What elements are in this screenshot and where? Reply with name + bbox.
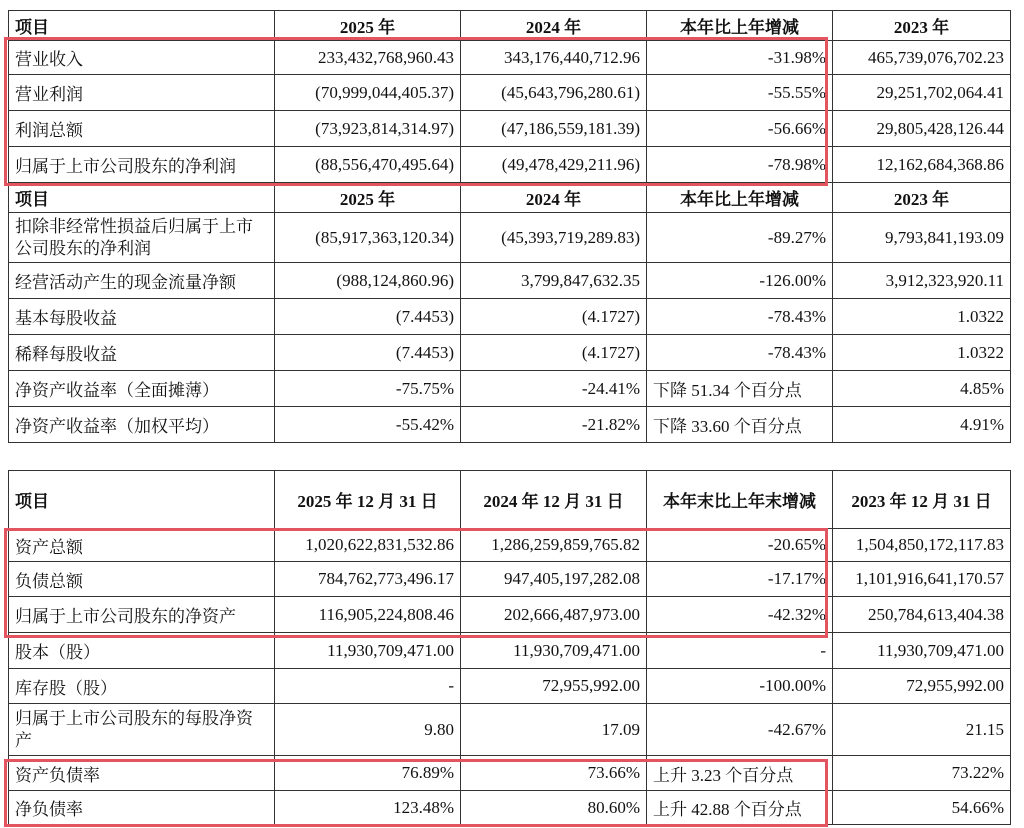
cell-2023: 29,805,428,126.44 — [833, 111, 1011, 147]
cell-2024: 11,930,709,471.00 — [461, 633, 647, 669]
table-row — [9, 562, 1011, 597]
header-2024: 2024 年 — [461, 183, 647, 213]
cell-2024: 17.09 — [461, 704, 647, 756]
header-2023: 2023 年 — [833, 183, 1011, 213]
cell-change: -55.55% — [647, 75, 833, 111]
cell-change: -56.66% — [647, 111, 833, 147]
cell-change: 上升 3.23 个百分点 — [647, 756, 833, 791]
cell-2023: 4.85% — [833, 371, 1011, 407]
cell-2023: 29,251,702,064.41 — [833, 75, 1011, 111]
cell-change: -78.43% — [647, 335, 833, 371]
table-row — [9, 299, 1011, 335]
cell-2025: 11,930,709,471.00 — [275, 633, 461, 669]
cell-2025: 123.48% — [275, 791, 461, 825]
header-item: 项目 — [9, 471, 275, 529]
cell-2024: (49,478,429,211.96) — [461, 147, 647, 183]
cell-2025: -55.42% — [275, 407, 461, 443]
header-2023: 2023 年 — [833, 11, 1011, 41]
row-label: 营业收入 — [9, 41, 275, 75]
cell-2025: (88,556,470,495.64) — [275, 147, 461, 183]
cell-2023: 73.22% — [833, 756, 1011, 791]
row-label: 资产负债率 — [9, 756, 275, 791]
table-header-row — [9, 183, 1011, 213]
table-row — [9, 633, 1011, 669]
balance-sheet-table — [8, 470, 1011, 825]
row-label: 库存股（股） — [9, 669, 275, 704]
header-2025-12-31: 2025 年 12 月 31 日 — [275, 471, 461, 529]
cell-2025: (73,923,814,314.97) — [275, 111, 461, 147]
cell-2023: 72,955,992.00 — [833, 669, 1011, 704]
cell-2023: 21.15 — [833, 704, 1011, 756]
cell-2023: 4.91% — [833, 407, 1011, 443]
cell-2023: 3,912,323,920.11 — [833, 263, 1011, 299]
row-label: 扣除非经常性损益后归属于上市公司股东的净利润 — [9, 213, 275, 263]
table-row — [9, 704, 1011, 756]
header-2024-12-31: 2024 年 12 月 31 日 — [461, 471, 647, 529]
table-row — [9, 147, 1011, 183]
cell-2025: (988,124,860.96) — [275, 263, 461, 299]
cell-2024: (45,643,796,280.61) — [461, 75, 647, 111]
row-label: 归属于上市公司股东的净资产 — [9, 597, 275, 633]
cell-2025: (85,917,363,120.34) — [275, 213, 461, 263]
cell-2024: 947,405,197,282.08 — [461, 562, 647, 597]
table-row — [9, 371, 1011, 407]
cell-2024: 73.66% — [461, 756, 647, 791]
table-header-row — [9, 11, 1011, 41]
header-2023-12-31: 2023 年 12 月 31 日 — [833, 471, 1011, 529]
table-row — [9, 41, 1011, 75]
cell-change: -42.67% — [647, 704, 833, 756]
cell-2025: (7.4453) — [275, 299, 461, 335]
cell-2024: 80.60% — [461, 791, 647, 825]
cell-change: -31.98% — [647, 41, 833, 75]
cell-change: 下降 33.60 个百分点 — [647, 407, 833, 443]
cell-change: 上升 42.88 个百分点 — [647, 791, 833, 825]
cell-2023: 1,504,850,172,117.83 — [833, 529, 1011, 562]
cell-2024: (47,186,559,181.39) — [461, 111, 647, 147]
row-label: 营业利润 — [9, 75, 275, 111]
table-row — [9, 111, 1011, 147]
table-row — [9, 407, 1011, 443]
row-label: 股本（股） — [9, 633, 275, 669]
cell-2023: 11,930,709,471.00 — [833, 633, 1011, 669]
row-label: 资产总额 — [9, 529, 275, 562]
cell-2023: 250,784,613,404.38 — [833, 597, 1011, 633]
row-label: 经营活动产生的现金流量净额 — [9, 263, 275, 299]
cell-2023: 1.0322 — [833, 299, 1011, 335]
cell-2024: (4.1727) — [461, 335, 647, 371]
row-label: 归属于上市公司股东的净利润 — [9, 147, 275, 183]
cell-2025: 116,905,224,808.46 — [275, 597, 461, 633]
table-row — [9, 791, 1011, 825]
header-2025: 2025 年 — [275, 11, 461, 41]
cell-change: - — [647, 633, 833, 669]
cell-2024: 3,799,847,632.35 — [461, 263, 647, 299]
cell-change: -78.98% — [647, 147, 833, 183]
cell-2023: 9,793,841,193.09 — [833, 213, 1011, 263]
table-row — [9, 263, 1011, 299]
cell-2025: (7.4453) — [275, 335, 461, 371]
table-row — [9, 529, 1011, 562]
cell-change: -20.65% — [647, 529, 833, 562]
header-yoy-change: 本年比上年增减 — [647, 183, 833, 213]
cell-2023: 1,101,916,641,170.57 — [833, 562, 1011, 597]
cell-2025: - — [275, 669, 461, 704]
cell-2024: -21.82% — [461, 407, 647, 443]
cell-change: -89.27% — [647, 213, 833, 263]
table-row — [9, 335, 1011, 371]
table-row — [9, 669, 1011, 704]
table-row — [9, 597, 1011, 633]
row-label: 利润总额 — [9, 111, 275, 147]
row-label: 负债总额 — [9, 562, 275, 597]
row-label: 净资产收益率（全面摊薄） — [9, 371, 275, 407]
cell-change: -17.17% — [647, 562, 833, 597]
cell-2024: (45,393,719,289.83) — [461, 213, 647, 263]
header-yoy-change: 本年末比上年末增减 — [647, 471, 833, 529]
cell-2023: 54.66% — [833, 791, 1011, 825]
table-row — [9, 75, 1011, 111]
header-item: 项目 — [9, 183, 275, 213]
cell-2023: 465,739,076,702.23 — [833, 41, 1011, 75]
cell-2023: 1.0322 — [833, 335, 1011, 371]
cell-2023: 12,162,684,368.86 — [833, 147, 1011, 183]
cell-change: -100.00% — [647, 669, 833, 704]
header-item: 项目 — [9, 11, 275, 41]
row-label: 净负债率 — [9, 791, 275, 825]
row-label: 基本每股收益 — [9, 299, 275, 335]
header-yoy-change: 本年比上年增减 — [647, 11, 833, 41]
income-statement-table — [8, 10, 1011, 443]
cell-2025: 76.89% — [275, 756, 461, 791]
row-label: 稀释每股收益 — [9, 335, 275, 371]
row-label: 归属于上市公司股东的每股净资产 — [9, 704, 275, 756]
cell-2025: 9.80 — [275, 704, 461, 756]
cell-2025: (70,999,044,405.37) — [275, 75, 461, 111]
cell-2024: 343,176,440,712.96 — [461, 41, 647, 75]
cell-2024: 202,666,487,973.00 — [461, 597, 647, 633]
cell-change: 下降 51.34 个百分点 — [647, 371, 833, 407]
header-2024: 2024 年 — [461, 11, 647, 41]
cell-change: -42.32% — [647, 597, 833, 633]
cell-2025: 1,020,622,831,532.86 — [275, 529, 461, 562]
cell-2025: 784,762,773,496.17 — [275, 562, 461, 597]
cell-2024: (4.1727) — [461, 299, 647, 335]
cell-2024: 72,955,992.00 — [461, 669, 647, 704]
cell-2025: -75.75% — [275, 371, 461, 407]
table-row — [9, 756, 1011, 791]
cell-change: -126.00% — [647, 263, 833, 299]
cell-change: -78.43% — [647, 299, 833, 335]
table-header-row — [9, 471, 1011, 529]
cell-2024: -24.41% — [461, 371, 647, 407]
cell-2025: 233,432,768,960.43 — [275, 41, 461, 75]
table-row — [9, 213, 1011, 263]
cell-2024: 1,286,259,859,765.82 — [461, 529, 647, 562]
header-2025: 2025 年 — [275, 183, 461, 213]
row-label: 净资产收益率（加权平均） — [9, 407, 275, 443]
